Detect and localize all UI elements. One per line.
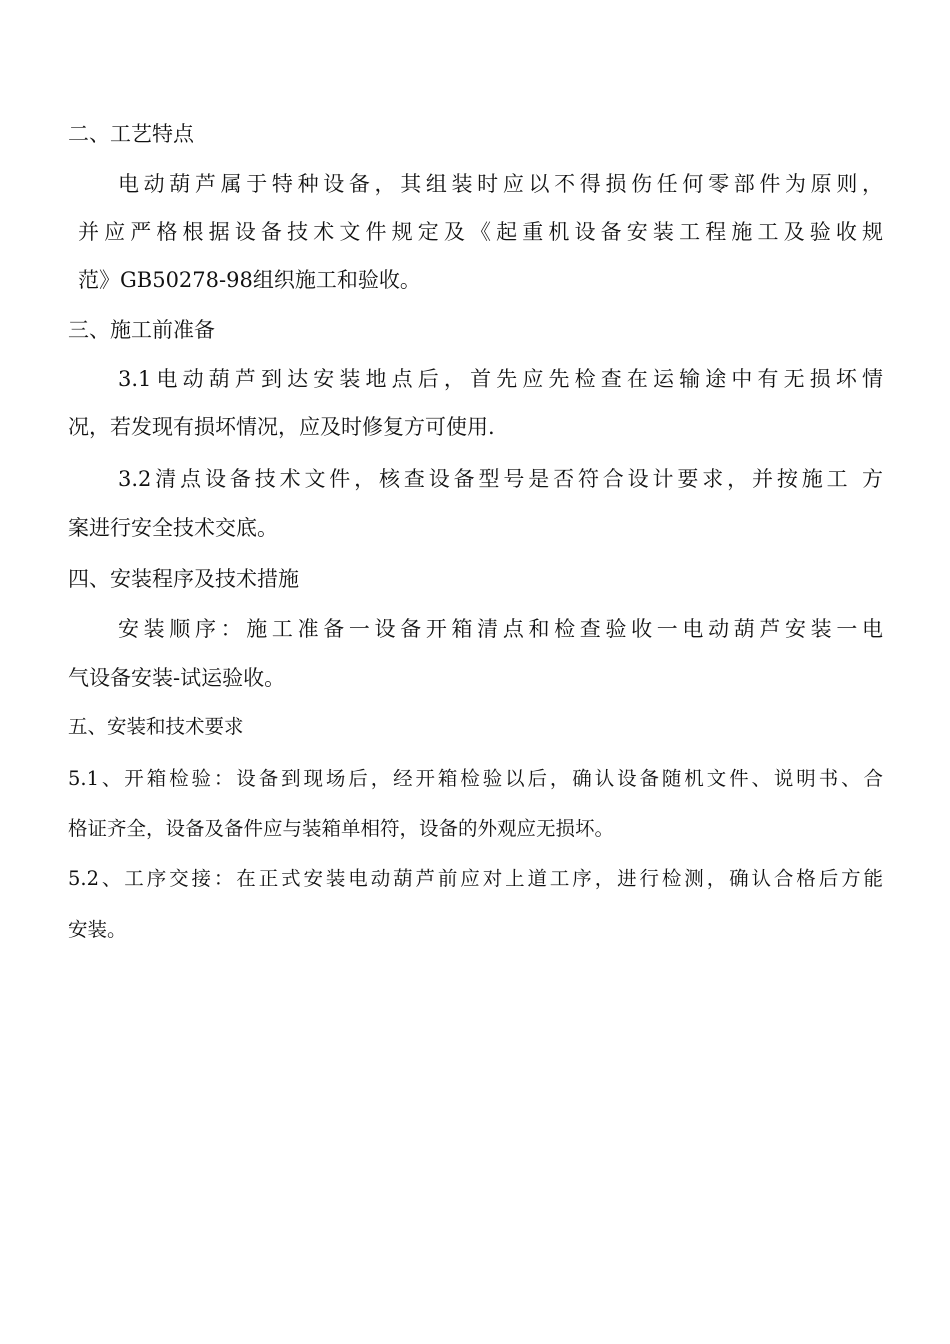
paragraph-line: 范》GB50278-98组织施工和验收。 <box>78 268 421 292</box>
paragraph-line: 并应严格根据设备技术文件规定及《起重机设备安装工程施工及验收规 <box>78 220 883 244</box>
paragraph-line: 5.2、工序交接：在正式安装电动葫芦前应对上道工序，进行检测，确认合格后方能 <box>68 867 883 890</box>
section-heading-5: 五、安装和技术要求 <box>68 715 244 738</box>
section-heading-4: 四、安装程序及技术措施 <box>68 567 299 591</box>
paragraph-line: 安装顺序：施工准备一设备开箱清点和检查验收一电动葫芦安装一电 <box>118 617 883 641</box>
paragraph-line: 案进行安全技术交底。 <box>68 516 278 540</box>
paragraph-line: 气设备安装-试运验收。 <box>68 666 286 690</box>
section-heading-2: 二、工艺特点 <box>68 122 194 146</box>
paragraph-line: 5.1、开箱检验：设备到现场后，经开箱检验以后，确认设备随机文件、说明书、合 <box>68 767 883 790</box>
paragraph-line: 3.1电动葫芦到达安装地点后，首先应先检查在运输途中有无损坏情 <box>118 367 883 391</box>
paragraph-line: 格证齐全，设备及备件应与装箱单相符，设备的外观应无损坏。 <box>68 817 615 840</box>
paragraph-line: 安装。 <box>68 918 127 941</box>
paragraph-line: 况，若发现有损坏情况，应及时修复方可使用. <box>68 415 495 439</box>
paragraph-line: 3.2清点设备技术文件，核查设备型号是否符合设计要求，并按施工 方 <box>118 467 883 491</box>
paragraph-line: 电动葫芦属于特种设备，其组装时应以不得损伤任何零部件为原则， <box>118 172 883 196</box>
section-heading-3: 三、施工前准备 <box>68 318 215 342</box>
